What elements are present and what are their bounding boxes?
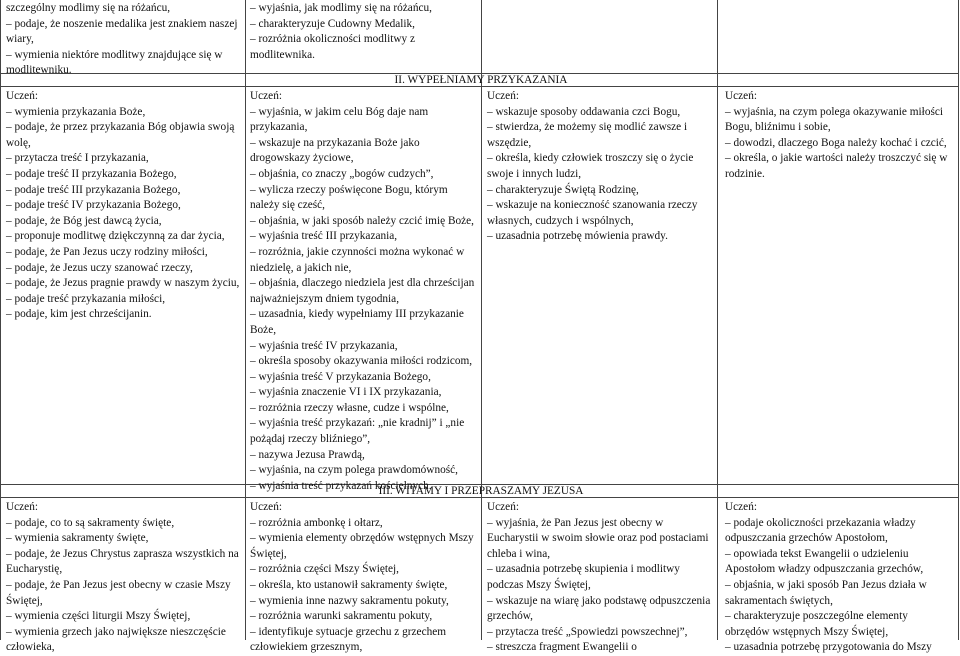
table-text: – wskazuje na przykazania Boże jako drogowskazy życiowe, [250, 136, 420, 165]
table-text: – wyjaśnia treść przykazań: „nie kradnij” i „nie pożądaj rzeczy bliźniego”, [250, 417, 465, 446]
table-text: – objaśnia, dlaczego niedziela jest dla chrześcijan najważniejszym dniem tygodnia, [250, 277, 475, 305]
table-text: – podaje treść III przykazania Bożego, [6, 183, 181, 196]
column-divider [245, 0, 246, 640]
table-text: – identyfikuje sytuacje grzechu z grzechem człowiekiem grzesznym, [250, 625, 447, 654]
table-text: – wyjaśnia, w jakim celu Bóg daje nam przykazania, [250, 105, 429, 134]
table-text: – charakteryzuje Świętą Rodzinę, [487, 183, 639, 196]
table-text: Uczeń: [250, 90, 282, 102]
table-text: szczególny modlimy się na różańcu, [6, 2, 171, 14]
table-text: Uczeń: [487, 501, 519, 513]
section3-col3 [487, 500, 713, 654]
table-text: – wymienia sakramenty święte, [6, 532, 149, 545]
table-text: – wyjaśnia treść IV przykazania, [250, 339, 398, 352]
table-border-right [958, 0, 959, 640]
table-text: – podaje, że Jezus uczy szanować rzeczy, [6, 261, 193, 274]
table-text: – wskazuje sposoby oddawania czci Bogu, [487, 105, 681, 118]
table-text: – rozróżnia warunki sakramentu pokuty, [250, 610, 433, 623]
table-text: – wymienia elementy obrzędów wstępnych Mszy Świętej, [250, 532, 474, 560]
table-text: – wyjaśnia, na czym polega okazywanie miłości Bogu, bliźnimu i sobie, [725, 105, 944, 134]
table-text: – przytacza treść „Spowiedzi powszechnej”, [487, 625, 688, 638]
table-text: – rozróżnia okoliczności modlitwy z modlitewnika. [250, 33, 416, 61]
table-text: – wyjaśnia treść III przykazania, [250, 230, 398, 243]
section3-col2 [250, 500, 478, 654]
table-text: – uzasadnia potrzebę przygotowania do Mszy [725, 641, 932, 654]
table-text: – objaśnia, w jaki sposób Pan Jezus działa w sakramentach świętych, [725, 578, 927, 607]
table-text: – podaje, co to są sakramenty święte, [6, 516, 175, 529]
table-text: Uczeń: [725, 501, 757, 513]
table-text: – przytacza treść I przykazania, [6, 152, 149, 165]
table-text: – rozróżnia ambonkę i ołtarz, [250, 516, 383, 529]
table-text: – podaje treść przykazania miłości, [6, 292, 166, 305]
table-text: Uczeń: [6, 501, 38, 513]
table-text: – wymienia przykazania Boże, [6, 105, 146, 118]
table-text: – wskazuje na konieczność szanowania rzeczy własnych, cudzych i wspólnych, [487, 199, 698, 227]
table-text: – charakteryzuje poszczególne elementy obrzędów wstępnych Mszy Świętej, [725, 610, 908, 638]
table-text: – podaje, że noszenie medalika jest znakiem naszej wiary, [6, 17, 238, 46]
table-text: – streszcza fragment Ewangelii o [487, 641, 637, 654]
section2-col1 [6, 89, 242, 484]
table-text: – charakteryzuje Cudowny Medalik, [250, 17, 416, 30]
table-text: – podaje, że Pan Jezus uczy rodziny miłości, [6, 245, 208, 258]
column-divider [481, 0, 482, 640]
section-heading: III. WITAMY I PRZEPRASZAMY JEZUSA [378, 485, 584, 497]
table-text: – proponuje modlitwę dziękczynną za dar życia, [6, 230, 225, 243]
section2-col4 [725, 89, 955, 484]
table-text: – wymienia inne nazwy sakramentu pokuty, [250, 594, 449, 607]
table-border-left [0, 0, 1, 640]
table-text: – wylicza rzeczy poświęcone Bogu, którym należy się cześć, [250, 183, 448, 212]
table-text: – podaje, kim jest chrześcijanin. [6, 308, 152, 321]
table-text: – określa, o jakie wartości należy troszczyć się w rodzinie. [725, 152, 948, 180]
table-text: Uczeń: [250, 501, 282, 513]
table-text: – wymienia grzech jako największe nieszczęście człowieka, [6, 625, 226, 654]
section2-col3 [487, 89, 713, 484]
table-text: – wyjaśnia treść przykazań kościelnych. [250, 479, 432, 492]
table-text: – określa, kto ustanowił sakramenty święte, [250, 578, 448, 591]
table-text: – wymienia niektóre modlitwy znajdujące się w modlitewniku. [6, 48, 223, 77]
table-text: – podaje treść II przykazania Bożego, [6, 167, 177, 180]
section3-col1 [6, 500, 242, 654]
table-text: – podaje okoliczności przekazania władzy odpuszczania grzechów Apostołom, [725, 516, 916, 545]
table-text: Uczeń: [487, 90, 519, 102]
section3-col4 [725, 500, 955, 654]
table-text: – określa, kiedy człowiek troszczy się o życie swoje i innych ludzi, [487, 152, 694, 180]
table-text: – wyjaśnia, na czym polega prawdomówność, [250, 464, 458, 477]
table-text: – podaje, że Bóg jest dawcą życia, [6, 214, 162, 227]
table-text: – objaśnia, co znaczy „bogów cudzych”, [250, 167, 434, 180]
section2-col2 [250, 89, 478, 492]
table-text: – uzasadnia, kiedy wypełniamy III przykazanie Boże, [250, 308, 464, 336]
top-row-col2 [250, 1, 478, 73]
table-text: – podaje, że Pan Jezus jest obecny w czasie Mszy Świętej, [6, 578, 231, 607]
section-heading: II. WYPEŁNIAMY PRZYKAZANIA [394, 74, 568, 86]
table-text: – rozróżnia części Mszy Świętej, [250, 563, 399, 576]
table-text: – podaje, że przez przykazania Bóg objawia swoją wolę, [6, 121, 235, 149]
table-text: – opowiada tekst Ewangelii o udzieleniu Apostołom władzy odpuszczania grzechów, [725, 547, 924, 576]
table-text: – wyjaśnia, jak modlimy się na różańcu, [250, 2, 432, 14]
table-text: – dowodzi, dlaczego Boga należy kochać i czcić, [725, 136, 947, 149]
table-text: Uczeń: [725, 90, 757, 102]
table-text: – podaje treść IV przykazania Bożego, [6, 199, 181, 212]
table-text: – określa sposoby okazywania miłości rodzicom, [250, 355, 473, 368]
table-text: – podaje, że Jezus Chrystus zaprasza wszystkich na Eucharystię, [6, 547, 239, 576]
column-divider [717, 0, 718, 640]
table-text: – uzasadnia potrzebę mówienia prawdy. [487, 230, 668, 243]
table-text: – wskazuje na wiarę jako podstawę odpuszczenia grzechów, [487, 594, 711, 623]
table-text: – uzasadnia potrzebę skupienia i modlitwy podczas Mszy Świętej, [487, 563, 680, 591]
table-text: Uczeń: [6, 90, 38, 102]
top-row-col1 [6, 1, 242, 77]
table-text: – wyjaśnia znaczenie VI i IX przykazania, [250, 386, 442, 399]
table-text: – stwierdza, że możemy się modlić zawsze i wszędzie, [487, 121, 688, 149]
table-text: – nazywa Jezusa Prawdą, [250, 448, 365, 461]
table-text: – podaje, że Jezus pragnie prawdy w naszym życiu, [6, 277, 240, 290]
table-text: – wymienia części liturgii Mszy Świętej, [6, 610, 191, 623]
table-text: – rozróżnia, jakie czynności można wykonać w niedzielę, a jakich nie, [250, 245, 465, 274]
table-text: – wyjaśnia, że Pan Jezus jest obecny w Eucharystii w swoim słowie oraz pod postaciami chleba i wina, [487, 516, 709, 560]
table-text: – objaśnia, w jaki sposób należy czcić imię Boże, [250, 214, 474, 227]
table-text: – wyjaśnia treść V przykazania Bożego, [250, 370, 431, 383]
table-text: – rozróżnia rzeczy własne, cudze i wspólne, [250, 401, 449, 414]
